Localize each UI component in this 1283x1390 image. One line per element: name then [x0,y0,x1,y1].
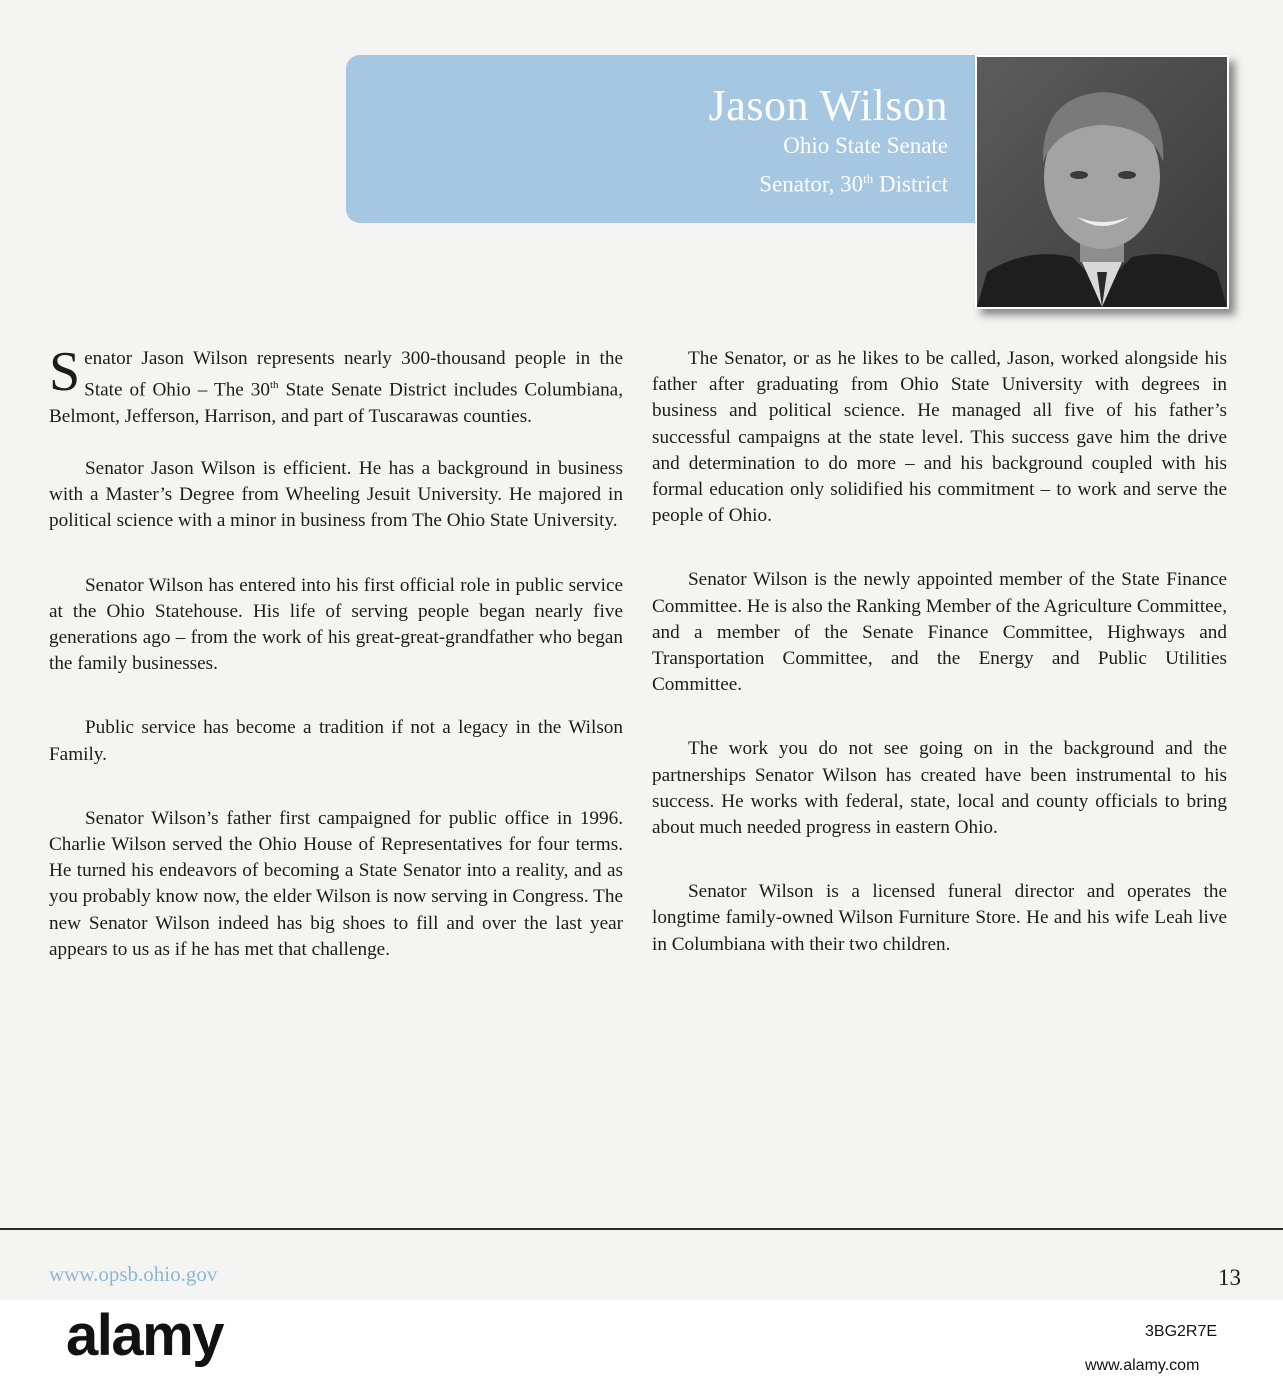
footer-divider [0,1228,1283,1230]
paragraph: Senator Wilson is a licensed funeral director and operates the longtime family-owned Wilson Furniture Store. He and his wife Leah live in Columbiana with their two children. [652,881,1227,955]
paragraph: The work you do not see going on in the background and the partnerships Senator Wilson has created have been instrumental to his success. He works with federal, state, local and county officials to bring about much needed progress in eastern Ohio. [652,738,1227,839]
article-right-column [652,346,1227,958]
paragraph: Senator Wilson is the newly appointed member of the State Finance Committee. He is also the Ranking Member of the Agriculture Committee, and a member of the Senate Finance Committee, Highways and Transportation Committee, and the Energy and Public Utilities Committee. [652,569,1227,696]
paragraph: Senator Wilson’s father first campaigned for public office in 1996. Charlie Wilson served the Ohio House of Representatives for four terms. He turned his endeavors of becoming a State Senator into a reality, and as you probably know now, the elder Wilson is now serving in Congress. The new Senator Wilson indeed has big shoes to fill and over the last year appears to us as if he has met that challenge. [49,807,623,960]
chamber-title: Ohio State Senate [783,133,948,158]
stock-url: www.alamy.com [1085,1357,1200,1374]
paragraph: Public service has become a tradition if not a legacy in the Wilson Family. [49,717,623,765]
paragraph: Senator Jason Wilson is efficient. He has a background in business with a Master’s Degree from Wheeling Jesuit University. He majored in political science with a minor in business from The Ohio State University. [49,458,623,532]
portrait-icon [977,57,1227,307]
paragraph: The Senator, or as he likes to be called, Jason, worked alongside his father after graduating from Ohio State University with degrees in business and political science. He managed all five of his father’s successful campaigns at the state level. This success gave him the drive and determination to do more – and his background coupled with his formal education only solidified his commitment – to work and serve the people of Ohio. [652,348,1227,527]
stock-logo: alamy [66,1303,223,1368]
footer-url: www.opsb.ohio.gov [49,1262,218,1286]
senator-name: Jason Wilson [708,81,948,130]
district-title: Senator, 30th District [759,171,948,197]
article-left-column [49,341,623,963]
page-number: 13 [1218,1265,1241,1290]
paragraph: Senator Wilson has entered into his first official role in public service at the Ohio Statehouse. His life of serving people began nearly five generations ago – from the work of his great-great-grandfather who began the family businesses. [49,574,623,675]
drop-cap: S [49,341,81,403]
stock-image-id: 3BG2R7E [1145,1323,1218,1340]
portrait-photo [975,55,1229,309]
intro-paragraph: Senator Jason Wilson represents nearly 300-thousand people in the State of Ohio – The 30th State Senate District includes Columbiana, Belmont, Jefferson, Harrison, and part of Tuscarawas counties. [49,341,623,427]
